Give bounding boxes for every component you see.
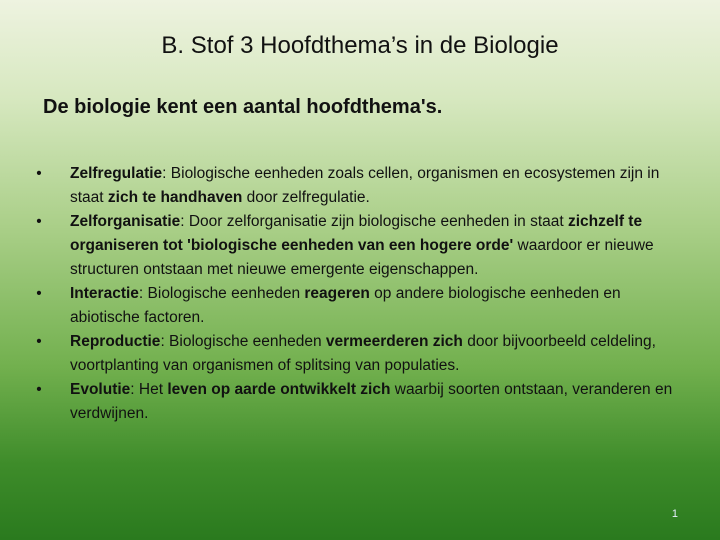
bullet-emphasis: reageren xyxy=(304,285,370,302)
bullet-text: : Door zelforganisatie zijn biologische eenheden in staat xyxy=(180,213,568,230)
bullet-emphasis: vermeerderen zich xyxy=(325,333,463,350)
bullet-text: waardoor er nieuwe structuren ontstaan met nieuwe emergente eigenschappen. xyxy=(70,237,654,278)
bullet-term: Interactie xyxy=(70,285,139,302)
bullet-text: : Biologische eenheden xyxy=(138,285,305,302)
bullet-emphasis: leven op aarde ontwikkelt zich xyxy=(167,381,391,398)
bullet-icon: • xyxy=(36,213,42,230)
bullet-text: : Biologische eenheden xyxy=(160,333,326,350)
bullet-emphasis: zichzelf te organiseren tot 'biologische eenheden van een hogere orde' xyxy=(70,213,643,254)
bullet-term: Zelforganisatie xyxy=(70,213,181,230)
slide-subtitle: De biologie kent een aantal hoofdthema's. xyxy=(43,96,443,118)
bullet-text: door bijvoorbeeld celdeling, voortplanting van organismen of splitsing van populaties. xyxy=(70,333,656,374)
bullet-icon: • xyxy=(36,381,42,398)
bullet-text: door zelfregulatie. xyxy=(242,189,370,206)
bullet-item-zelfregulatie xyxy=(32,162,682,210)
bullet-term: Reproductie xyxy=(70,333,161,350)
bullet-term: Zelfregulatie xyxy=(70,165,163,182)
bullet-text: op andere biologische eenheden en abiotische factoren. xyxy=(70,285,621,326)
bullet-icon: • xyxy=(36,165,42,182)
bullet-emphasis: zich te handhaven xyxy=(107,189,243,206)
page-number: 1 xyxy=(671,508,678,520)
bullet-list xyxy=(32,162,682,426)
bullet-text: : Biologische eenheden zoals cellen, organismen en ecosystemen zijn in staat xyxy=(70,165,660,206)
bullet-term: Evolutie xyxy=(70,381,131,398)
slide-title: B. Stof 3 Hoofdthema’s in de Biologie xyxy=(161,32,559,59)
bullet-icon: • xyxy=(36,285,42,302)
bullet-text: : Het xyxy=(130,381,168,398)
bullet-item-zelforganisatie xyxy=(32,210,682,282)
bullet-item-reproductie xyxy=(32,330,682,378)
bullet-item-interactie xyxy=(32,282,682,330)
bullet-text: waarbij soorten ontstaan, veranderen en verdwijnen. xyxy=(70,381,673,422)
bullet-item-evolutie xyxy=(32,378,682,426)
bullet-icon: • xyxy=(36,333,42,350)
